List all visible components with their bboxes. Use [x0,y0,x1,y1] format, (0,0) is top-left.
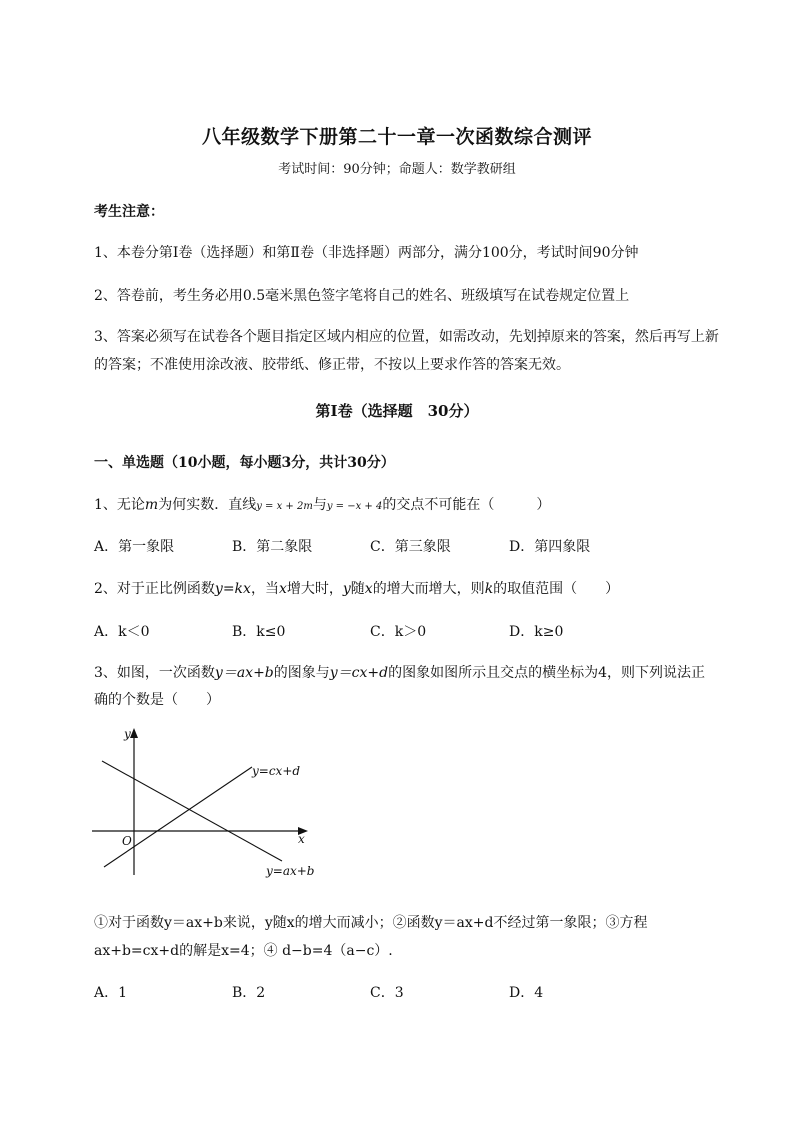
q2-var-x: x [278,581,287,597]
q1-suffix: 的交点不可能在（ ） [382,497,551,513]
q3-prefix: 3、如图，一次函数 [94,665,215,681]
line-cx-plus-d [104,767,252,867]
q2-option-b[interactable]: B．k≤0 [232,624,286,640]
question-3-line1 [94,662,705,682]
origin-label: O [122,834,132,848]
q3-mid: 的图象与 [273,665,330,681]
q1-option-a[interactable]: A．第一象限 [94,539,175,555]
notice-item-3-line2: 的答案；不准使用涂改液、胶带纸、修正带，不按以上要求作答的答案无效。 [94,357,570,373]
function-graph [90,725,320,885]
q2-suffix: 的取值范围（ ） [493,581,620,597]
page-title: 八年级数学下册第二十一章一次函数综合测评 [201,126,592,148]
q1-option-c[interactable]: C．第三象限 [370,539,451,555]
q3-statements-line2: ax+b=cx+d的解是x=4；④ d−b=4（a−c）. [94,943,393,959]
q3-suffix: 的图象如图所示且交点的横坐标为4，则下列说法正 [388,665,706,681]
section-title: 第Ⅰ卷（选择题 30分） [315,402,479,420]
q1-var-m: m [144,497,159,513]
q1-line1: y = x + 2m [256,501,313,512]
q1-mid2: 与 [312,497,327,513]
q1-option-d[interactable]: D．第四象限 [509,539,591,555]
q2-option-c[interactable]: C．k＞0 [370,624,427,640]
notice-item-1: 1、本卷分第Ⅰ卷（选择题）和第Ⅱ卷（非选择题）两部分，满分100分，考试时间90分钟 [94,245,639,261]
q2-mid3: 随 [350,581,365,597]
q3-func-cd: y＝cx+d [329,665,389,681]
q1-line2: y = −x + 4 [326,501,383,512]
question-3-line2: 确的个数是（ ） [94,692,220,708]
part-heading: 一、单选题（10小题，每小题3分，共计30分） [94,455,395,471]
q1-option-b[interactable]: B．第二象限 [232,539,313,555]
q3-option-a[interactable]: A．1 [94,985,128,1001]
y-axis-arrow [130,728,138,738]
q3-option-d[interactable]: D．4 [509,985,544,1001]
q2-option-d[interactable]: D．k≥0 [509,624,564,640]
question-1 [94,494,550,514]
label-ax-plus-b: y=ax+b [266,864,315,878]
q2-option-a[interactable]: A．k＜0 [94,624,150,640]
q2-var-x2: x [364,581,373,597]
q3-option-b[interactable]: B．2 [232,985,266,1001]
q1-mid1: 为何实数．直线 [158,497,257,513]
q2-func: y=kx [214,581,251,597]
q3-option-c[interactable]: C．3 [370,985,404,1001]
q3-func-ab: y＝ax+b [214,665,274,681]
q1-prefix: 1、无论 [94,497,145,513]
q2-var-y: y [342,581,351,597]
notice-item-3-line1: 3、答案必须写在试卷各个题目指定区域内相应的位置，如需改动，先划掉原来的答案，然后再写上新 [94,329,719,345]
q3-statements-line1: ①对于函数y＝ax+b来说，y随x的增大而减小；②函数y＝ax+d不经过第一象限；③方程 [94,915,648,931]
notice-heading: 考生注意： [94,204,164,220]
question-2 [94,578,619,598]
y-axis-label: y [124,727,131,741]
x-axis-label: x [298,832,305,846]
q2-mid2: 增大时， [286,581,343,597]
label-cx-plus-d: y=cx+d [252,764,301,778]
q2-prefix: 2、对于正比例函数 [94,581,215,597]
q2-var-k: k [484,581,494,597]
exam-info: 考试时间：90分钟；命题人：数学教研组 [278,162,516,177]
notice-item-2: 2、答卷前，考生务必用0.5毫米黑色签字笔将自己的姓名、班级填写在试卷规定位置上 [94,288,630,304]
q2-mid4: 的增大而增大，则 [372,581,485,597]
q2-mid1: ，当 [250,581,279,597]
